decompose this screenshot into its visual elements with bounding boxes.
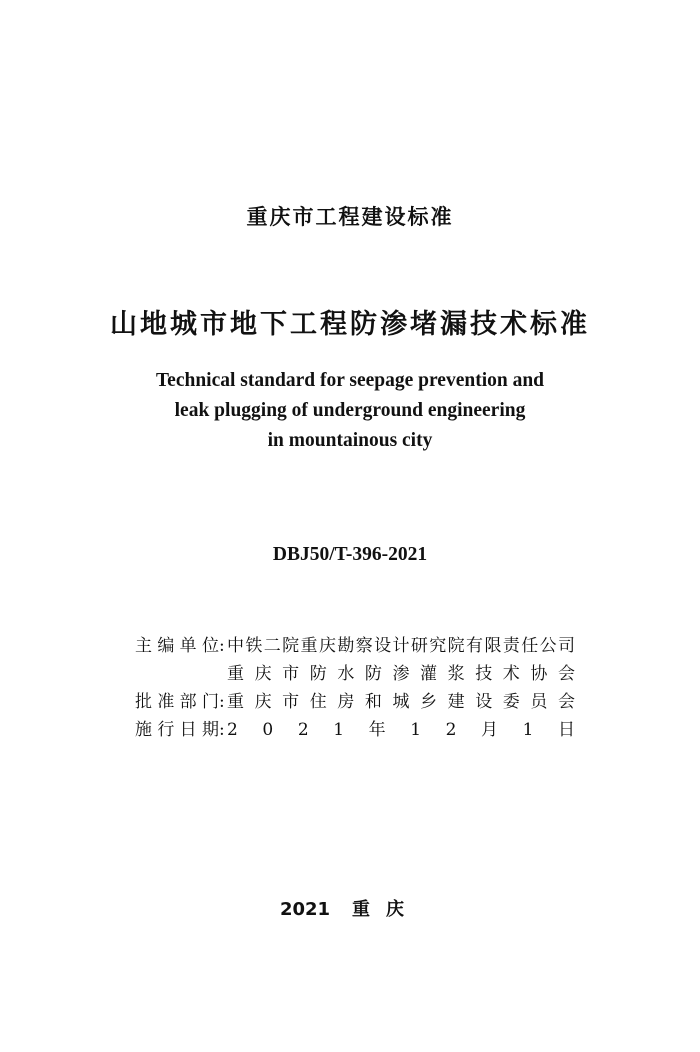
character: 设 xyxy=(475,692,493,712)
chief-editor-unit-2 xyxy=(227,660,575,688)
publication-info xyxy=(135,632,575,744)
effective-date-part: 1 xyxy=(333,720,345,740)
character: 乡 xyxy=(420,692,438,712)
character: 会 xyxy=(557,692,575,712)
character: 住 xyxy=(309,692,327,712)
effective-date-part: 日 xyxy=(558,720,575,740)
character: 术 xyxy=(502,664,520,684)
publication-city: 重庆 xyxy=(352,899,421,920)
standard-code: DBJ50/T-396-2021 xyxy=(272,544,428,565)
character: 灌 xyxy=(420,664,438,684)
separator: : xyxy=(219,720,225,740)
effective-date-part: 2 xyxy=(445,720,457,740)
character: 建 xyxy=(447,692,465,712)
effective-date-part: 1 xyxy=(522,720,534,740)
title-english-line-1: Technical standard for seepage prevention and xyxy=(155,370,545,391)
character: 重 xyxy=(227,664,244,684)
title-english-line-2: leak plugging of underground engineering xyxy=(174,400,526,421)
character: 防 xyxy=(309,664,327,684)
separator: : xyxy=(219,636,225,656)
effective-date xyxy=(227,716,575,744)
character: 市 xyxy=(282,692,300,712)
chief-editor-row-2 xyxy=(135,660,575,688)
approval-department xyxy=(227,688,575,716)
standard-series: 重庆市工程建设标准 xyxy=(246,205,454,229)
character: 员 xyxy=(530,692,548,712)
effective-date-row xyxy=(135,716,575,744)
character: 会 xyxy=(557,664,575,684)
approval-label: 批准部门 xyxy=(135,692,219,712)
character: 浆 xyxy=(447,664,465,684)
effective-date-part: 年 xyxy=(368,720,386,740)
character: 委 xyxy=(502,692,520,712)
character: 庆 xyxy=(254,692,272,712)
title-english-line-3: in mountainous city xyxy=(267,430,433,451)
effective-date-label: 施行日期 xyxy=(135,720,219,740)
approval-row xyxy=(135,688,575,716)
character: 庆 xyxy=(254,664,272,684)
chief-editor-unit-1: 中铁二院重庆勘察设计研究院有限责任公司 xyxy=(227,636,575,656)
character: 渗 xyxy=(392,664,410,684)
character: 防 xyxy=(364,664,382,684)
chief-editor-label: 主编单位 xyxy=(135,636,219,656)
chief-editor-row xyxy=(135,632,575,660)
effective-date-part: 0 xyxy=(262,720,274,740)
character: 和 xyxy=(364,692,382,712)
title-chinese: 山地城市地下工程防渗堵漏技术标准 xyxy=(110,309,590,340)
character: 市 xyxy=(282,664,300,684)
effective-date-part: 月 xyxy=(481,720,499,740)
separator: : xyxy=(219,692,225,712)
title-english xyxy=(0,366,700,456)
character: 重 xyxy=(227,692,244,712)
character: 房 xyxy=(337,692,355,712)
publication-footer xyxy=(0,895,700,921)
character: 协 xyxy=(530,664,548,684)
character: 城 xyxy=(392,692,410,712)
character: 水 xyxy=(337,664,355,684)
effective-date-part: 2 xyxy=(297,720,309,740)
effective-date-part: 2 xyxy=(227,720,238,740)
effective-date-part: 1 xyxy=(410,720,422,740)
character: 技 xyxy=(475,664,493,684)
publication-year: 2021 xyxy=(279,899,331,920)
